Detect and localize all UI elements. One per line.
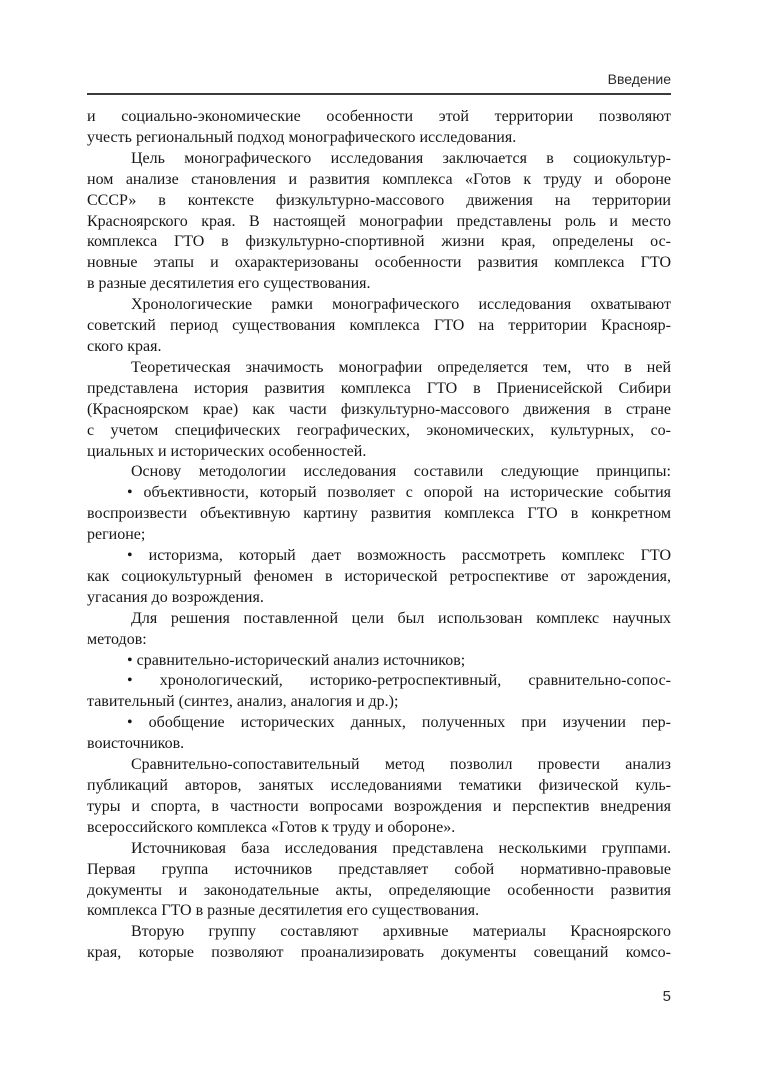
- text-line: Сравнительно-сопоставительный метод позволил провести анализ: [131, 756, 671, 774]
- text-line: представлена история развития комплекса ГТО в Приенисейской Сибири: [87, 379, 671, 397]
- paragraph: [87, 922, 671, 964]
- paragraph: [87, 149, 671, 295]
- paragraph: [87, 839, 671, 923]
- text-line: советский период существования комплекса ГТО на территории Краснояр-: [87, 317, 671, 335]
- bullet-paragraph: [87, 483, 671, 546]
- page-number: 5: [662, 988, 671, 1005]
- text-line: угасания до возрождения.: [87, 588, 264, 606]
- paragraph: [87, 755, 671, 839]
- text-line: туры и спорта, в частности вопросами возрождения и перспектив внедрения: [87, 797, 671, 815]
- paragraph: [87, 295, 671, 358]
- text-line: СССР» в контексте физкультурно-массового движения на территории: [87, 191, 671, 209]
- page-body: [87, 107, 671, 964]
- text-line: комплекса ГТО в разные десятилетия его существования.: [87, 902, 480, 920]
- text-line: всероссийского комплекса «Готов к труду и обороне».: [87, 818, 456, 836]
- text-line: учесть региональный подход монографического исследования.: [87, 128, 517, 146]
- text-line: Для решения поставленной цели был использован комплекс научных: [131, 609, 671, 627]
- bullet-paragraph: [87, 546, 671, 609]
- text-line: с учетом специфических географических, экономических, культурных, со-: [87, 421, 671, 439]
- text-line: Основу методологии исследования составили следующие принципы:: [131, 463, 671, 481]
- text-line: • обобщение исторических данных, полученных при изучении пер-: [127, 714, 671, 732]
- header-rule: [87, 93, 671, 95]
- text-line: воисточников.: [87, 735, 185, 753]
- bullet-paragraph: [87, 651, 671, 672]
- text-line: (Красноярском крае) как части физкультурно-массового движения в стране: [87, 400, 671, 418]
- text-line: методов:: [87, 630, 147, 648]
- running-header: [87, 71, 671, 87]
- text-line: и социально-экономические особенности этой территории позволяют: [87, 108, 671, 125]
- section-title: Введение: [607, 71, 671, 87]
- text-line: Цель монографического исследования заключается в социокультур-: [131, 149, 671, 167]
- paragraph: [87, 609, 671, 651]
- text-line: циальных и исторических особенностей.: [87, 442, 367, 460]
- paragraph: [87, 462, 671, 483]
- text-line: регионе;: [87, 526, 146, 544]
- text-line: • объективности, который позволяет с опорой на исторические события: [127, 484, 671, 502]
- page-content: [87, 0, 671, 964]
- text-line: документы и законодательные акты, определяющие особенности развития: [87, 881, 671, 899]
- text-line: • историзма, который дает возможность рассмотреть комплекс ГТО: [127, 547, 671, 565]
- text-line: ского края.: [87, 337, 162, 355]
- text-line: Хронологические рамки монографического исследования охватывают: [131, 296, 671, 314]
- text-line: ном анализе становления и развития комплекса «Готов к труду и обороне: [87, 170, 671, 188]
- text-line: тавительный (синтез, анализ, аналогия и др.);: [87, 693, 399, 711]
- bullet-paragraph: [87, 713, 671, 755]
- text-line: комплекса ГТО в физкультурно-спортивной жизни края, определены ос-: [87, 233, 671, 251]
- text-line: • сравнительно-исторический анализ источников;: [127, 651, 466, 669]
- bullet-paragraph: [87, 671, 671, 713]
- paragraph: [87, 107, 671, 149]
- text-line: публикаций авторов, занятых исследованиями тематики физической куль-: [87, 777, 671, 794]
- text-line: Теоретическая значимость монографии определяется тем, что в ней: [131, 358, 671, 376]
- paragraph: [87, 358, 671, 463]
- text-line: Вторую группу составляют архивные материалы Красноярского: [131, 923, 671, 941]
- text-line: как социокультурный феномен в исторической ретроспективе от зарождения,: [87, 567, 671, 585]
- text-line: Красноярского края. В настоящей монографии представлены роль и место: [87, 212, 671, 230]
- text-line: новные этапы и охарактеризованы особенности развития комплекса ГТО: [87, 254, 671, 272]
- text-line: в разные десятилетия его существования.: [87, 275, 371, 293]
- text-line: края, которые позволяют проанализировать документы совещаний комсо-: [87, 944, 671, 962]
- text-line: • хронологический, историко-ретроспективный, сравнительно-сопос-: [127, 672, 671, 690]
- text-line: воспроизвести объективную картину развития комплекса ГТО в конкретном: [87, 505, 671, 523]
- text-line: Источниковая база исследования представлена несколькими группами.: [131, 839, 671, 857]
- text-line: Первая группа источников представляет собой нормативно-правовые: [87, 860, 671, 878]
